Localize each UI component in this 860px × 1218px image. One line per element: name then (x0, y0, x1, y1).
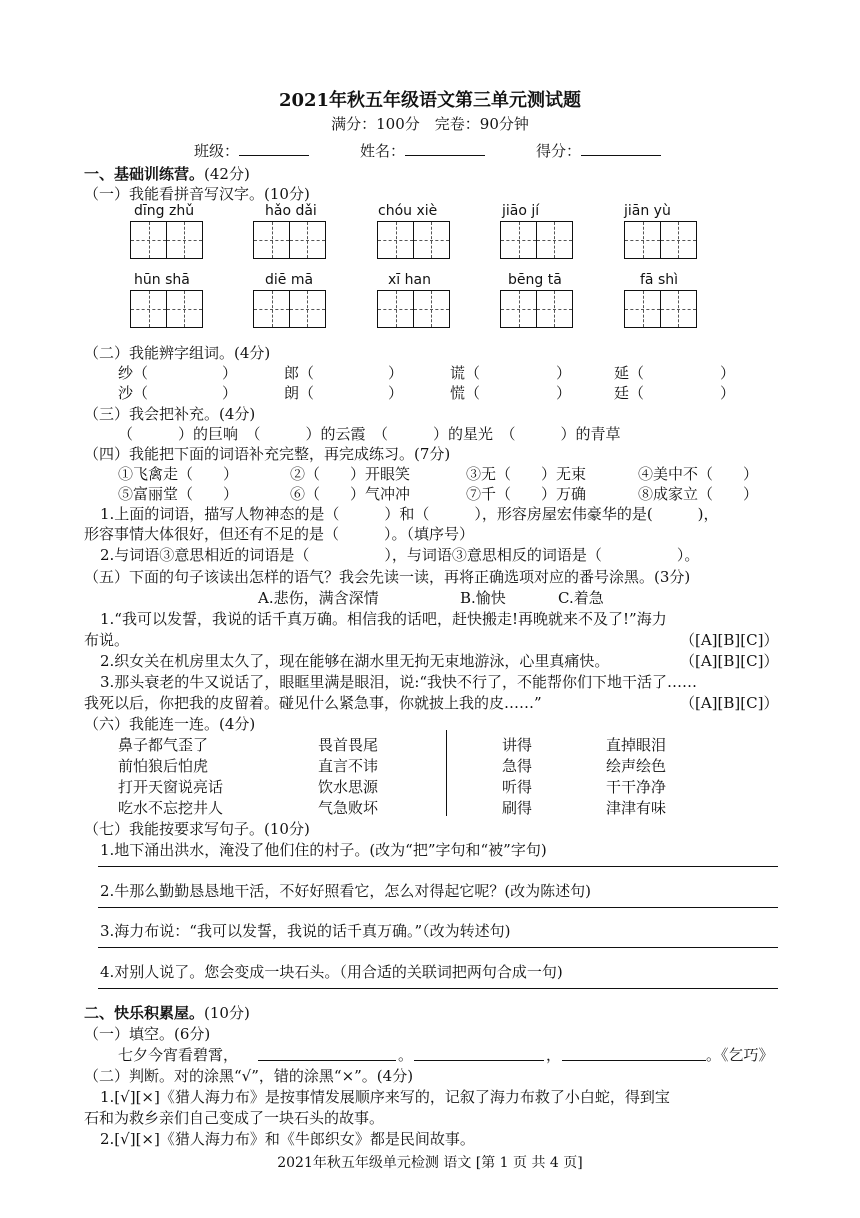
question-text: 3.海力布说：“我可以发誓，我说的话千真万确。”（改为转述句) (100, 922, 511, 940)
question-text: 2.织女关在机房里太久了，现在能够在湖水里无拘无束地游泳，心里真痛快。 (100, 652, 610, 670)
character-grid[interactable] (253, 221, 324, 259)
character-grid[interactable] (500, 221, 571, 259)
idiom-item: ⑧成家立（ ） (638, 485, 759, 503)
character-grid[interactable] (130, 290, 201, 328)
word-item: ） (720, 364, 736, 382)
subsection-heading: （四）我能把下面的词语补充完整，再完成练习。(7分) (84, 445, 451, 463)
match-item[interactable]: 直言不讳 (318, 757, 379, 775)
word-item: 慌（ (450, 384, 481, 402)
match-item[interactable]: 打开天窗说亮话 (118, 778, 224, 796)
match-item[interactable]: 讲得 (502, 736, 533, 754)
word-item: ） (222, 384, 238, 402)
question-text: 布说。 (84, 631, 130, 649)
word-item: ） (720, 384, 736, 402)
punctuation: 。 (398, 1046, 414, 1064)
question-text: 4.对别人说了。您会变成一块石头。（用合适的关联词把两句合成一句) (100, 963, 563, 981)
word-item: 谎（ (450, 364, 481, 382)
word-item: 延（ (614, 364, 645, 382)
subsection-heading: （二）判断。对的涂黑“√”，错的涂黑“×”。(4分) (84, 1067, 414, 1085)
question-text: 1.“我可以发誓，我说的话千真万确。相信我的话吧，赶快搬走!再晚就来不及了!”海力 (100, 610, 667, 628)
match-item[interactable]: 吃水不忘挖井人 (118, 799, 224, 817)
pinyin-label: hūn shā (134, 272, 190, 288)
match-item[interactable]: 畏首畏尾 (318, 736, 379, 754)
match-item[interactable]: 干干净净 (606, 778, 667, 796)
word-item: ） (388, 364, 404, 382)
answer-line[interactable] (98, 988, 778, 989)
page-title: 2021年秋五年级语文第三单元测试题 (278, 90, 582, 111)
match-item[interactable]: 听得 (502, 778, 533, 796)
word-item: ） (222, 364, 238, 382)
match-item[interactable]: 津津有味 (606, 799, 667, 817)
score-field[interactable] (536, 140, 661, 161)
question-text: 2.与词语③意思相近的词语是（ ），与词语③意思相反的词语是（ ）。 (100, 546, 700, 564)
judge-item[interactable]: 1.[√][×]《猎人海力布》是按事情发展顺序来写的，记叙了海力布救了小白蛇，得到宝 (100, 1088, 670, 1106)
idiom-item: ③无（ ）无束 (466, 465, 587, 483)
match-item[interactable]: 直掉眼泪 (606, 736, 667, 754)
idiom-item: ④美中不（ ） (638, 465, 759, 483)
word-item: 郎（ (284, 364, 315, 382)
poem-line: 七夕今宵看碧霄， (118, 1046, 239, 1064)
match-item[interactable]: 鼻子都气歪了 (118, 736, 209, 754)
poem-blank[interactable] (562, 1060, 706, 1061)
abc-choice[interactable]: （[A][B][C]） (680, 694, 779, 712)
option-b: B.愉快 (460, 589, 506, 607)
character-grid[interactable] (624, 290, 695, 328)
question-text: 1.地下涌出洪水，淹没了他们住的村子。(改为“把”字句和“被”字句) (100, 841, 547, 859)
character-grid[interactable] (377, 221, 448, 259)
pinyin-label: xī han (388, 272, 431, 288)
match-item[interactable]: 绘声绘色 (606, 757, 667, 775)
match-item[interactable]: 饮水思源 (318, 778, 379, 796)
word-item: ） (556, 364, 572, 382)
word-item: ） (556, 384, 572, 402)
answer-line[interactable] (98, 866, 778, 867)
section-heading: 一、基础训练营。(42分) (84, 165, 250, 183)
page-footer: 2021年秋五年级单元检测 语文 [第 1 页 共 4 页] (277, 1155, 583, 1171)
character-grid[interactable] (253, 290, 324, 328)
character-grid[interactable] (624, 221, 695, 259)
word-item: 朗（ (284, 384, 315, 402)
word-item: 廷（ (614, 384, 645, 402)
class-label: 班级： (194, 142, 240, 160)
option-c: C.着急 (558, 589, 604, 607)
question-text: 3.那头衰老的牛又说话了，眼眶里满是眼泪，说:“我快不行了，不能帮你们下地干活了…… (100, 673, 698, 691)
idiom-item: ②（ ）开眼笑 (290, 465, 411, 483)
match-item[interactable]: 气急败坏 (318, 799, 379, 817)
question-text: 石和为救乡亲们自己变成了一块石头的故事。 (84, 1109, 385, 1127)
pinyin-label: hǎo dǎi (265, 203, 317, 219)
name-field[interactable] (360, 140, 485, 161)
divider (446, 730, 447, 816)
match-item[interactable]: 急得 (502, 757, 533, 775)
answer-line[interactable] (98, 907, 778, 908)
pinyin-label: fā shì (640, 272, 679, 288)
subsection-heading: （一）我能看拼音写汉字。(10分) (84, 185, 310, 203)
pinyin-label: chóu xiè (378, 203, 438, 219)
subsection-heading: （一）填空。(6分) (84, 1025, 211, 1043)
subsection-heading: （六）我能连一连。(4分) (84, 715, 256, 733)
idiom-item: ⑥（ ）气冲冲 (290, 485, 411, 503)
subsection-heading: （三）我会把补充。(4分) (84, 405, 256, 423)
idiom-item: ⑤富丽堂（ ） (118, 485, 239, 503)
match-item[interactable]: 前怕狼后怕虎 (118, 757, 209, 775)
word-item: ） (388, 384, 404, 402)
pinyin-label: dīng zhǔ (134, 203, 195, 219)
match-item[interactable]: 刷得 (502, 799, 533, 817)
question-text: 2.牛那么勤勤恳恳地干活，不好好照看它，怎么对得起它呢？(改为陈述句) (100, 882, 592, 900)
option-a: A.悲伤，满含深情 (258, 589, 379, 607)
subsection-heading: （五）下面的句子该读出怎样的语气？我会先读一读，再将正确选项对应的番号涂黑。(3分) (84, 568, 691, 586)
word-item: 沙（ (118, 384, 149, 402)
subsection-heading: （七）我能按要求写句子。(10分) (84, 820, 310, 838)
exam-info: 满分：100分 完卷：90分钟 (331, 115, 529, 133)
section-heading: 二、快乐积累屋。(10分) (84, 1004, 250, 1022)
abc-choice[interactable]: （[A][B][C]） (680, 631, 779, 649)
class-field[interactable] (194, 140, 309, 161)
name-label: 姓名： (360, 142, 406, 160)
question-text: 形容事情大体很好，但还有不足的是（ ）。（填序号） (84, 525, 475, 543)
word-item: 纱（ (118, 364, 149, 382)
pinyin-label: jiān yù (624, 203, 671, 219)
pinyin-label: jiāo jí (502, 203, 540, 219)
pinyin-label: diē mā (265, 272, 314, 288)
answer-line[interactable] (98, 947, 778, 948)
abc-choice[interactable]: （[A][B][C]） (680, 652, 779, 670)
poem-source: 。《乞巧》 (706, 1046, 774, 1064)
idiom-item: ①飞禽走（ ） (118, 465, 239, 483)
pinyin-label: bēng tā (508, 272, 562, 288)
fill-line: （ ）的巨响 （ ）的云霞 （ ）的星光 （ ）的青草 (118, 425, 621, 443)
score-label: 得分： (536, 142, 582, 160)
poem-blank[interactable] (414, 1060, 544, 1061)
character-grid[interactable] (500, 290, 571, 328)
poem-blank[interactable] (258, 1060, 396, 1061)
character-grid[interactable] (377, 290, 448, 328)
question-text: 我死以后，你把我的皮留着。碰见什么紧急事，你就披上我的皮……” (84, 694, 542, 712)
character-grid[interactable] (130, 221, 201, 259)
question-text: 1.上面的词语，描写人物神态的是（ ）和（ ），形容房屋宏伟豪华的是( )， (100, 505, 719, 523)
idiom-item: ⑦千（ ）万确 (466, 485, 587, 503)
subsection-heading: （二）我能辨字组词。(4分) (84, 344, 271, 362)
punctuation: ， (546, 1046, 562, 1064)
judge-item[interactable]: 2.[√][×]《猎人海力布》和《牛郎织女》都是民间故事。 (100, 1130, 475, 1148)
